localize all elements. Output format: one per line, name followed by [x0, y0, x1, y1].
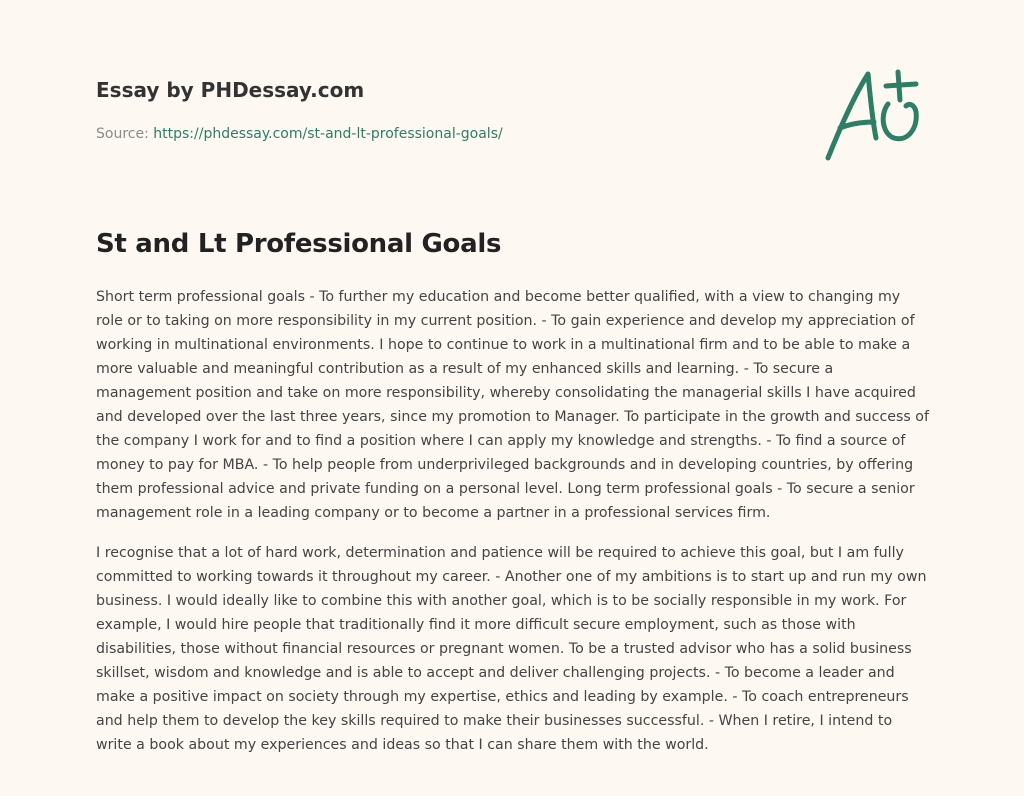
- essay-content: [96, 285, 931, 773]
- site-brand: Essay by PHDessay.com: [96, 78, 365, 102]
- essay-title: St and Lt Professional Goals: [96, 229, 502, 259]
- source-label: Source:: [96, 126, 149, 142]
- a-plus-grade-icon: [820, 66, 930, 166]
- source-line: [96, 124, 796, 144]
- essay-paragraph: I recognise that a lot of hard work, determination and patience will be required to achieve this goal, but I am fully committed to working towards it throughout my career. - Another one of my ambitions is to start up and run my own business. I would ideally like to combine this with another goal, which is to be socially responsible in my work. For example, I would hire people that traditionally find it more difficult secure employment, such as those with disabilities, those without financial resources or pregnant women. To be a trusted advisor who has a solid business skillset, wisdom and knowledge and is able to accept and deliver challenging projects. - To become a leader and make a positive impact on society through my expertise, ethics and leading by example. - To coach entrepreneurs and help them to develop the key skills required to make their businesses successful. - When I retire, I intend to write a book about my experiences and ideas so that I can share them with the world.: [96, 545, 927, 753]
- source-link[interactable]: https://phdessay.com/st-and-lt-professional-goals/: [153, 126, 503, 142]
- page-header: [96, 76, 796, 144]
- essay-paragraph: Short term professional goals - To further my education and become better qualified, with a view to changing my role or to taking on more responsibility in my current position. - To gain experience and develop my appreciation of working in multinational environments. I hope to continue to work in a multinational firm and to be able to make a more valuable and meaningful contribution as a result of my enhanced skills and learning. - To secure a management position and take on more responsibility, whereby consolidating the managerial skills I have acquired and developed over the last three years, since my promotion to Manager. To participate in the growth and success of the company I work for and to find a position where I can apply my knowledge and strengths. - To find a source of money to pay for MBA. - To help people from underprivileged backgrounds and in developing countries, by offering them professional advice and private funding on a personal level. Long term professional goals - To secure a senior management role in a leading company or to become a partner in a professional services firm.: [96, 289, 929, 521]
